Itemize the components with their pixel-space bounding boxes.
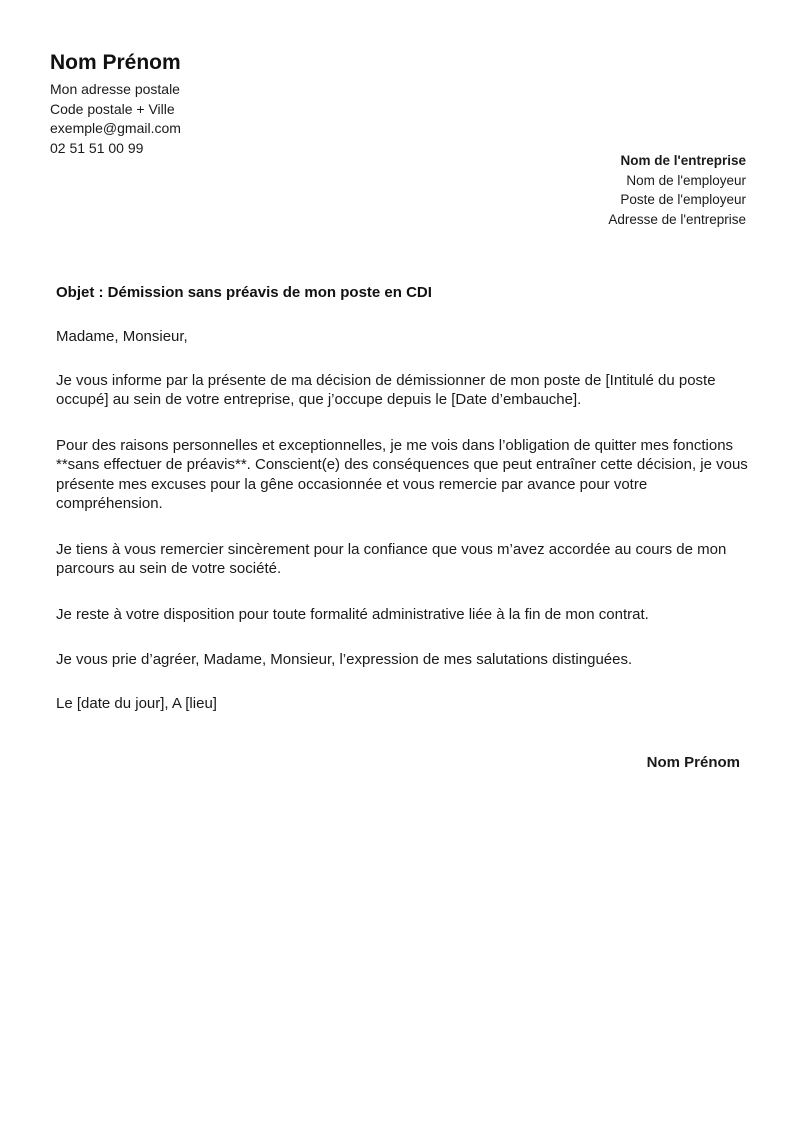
sender-city: Code postale + Ville — [50, 100, 175, 117]
letter-date-place: Le [date du jour], A [lieu] — [56, 694, 217, 712]
recipient-employer-name: Nom de l'employeur — [626, 172, 746, 188]
letter-closing: Je vous prie d’agréer, Madame, Monsieur, l’expression de mes salutations distinguées. — [56, 651, 633, 668]
sender-name: Nom Prénom — [50, 51, 181, 74]
sender-email: exemple@gmail.com — [50, 120, 181, 136]
sender-address: Mon adresse postale — [50, 81, 180, 97]
letter-salutation: Madame, Monsieur, — [56, 328, 188, 345]
recipient-company: Nom de l'entreprise — [620, 153, 746, 168]
recipient-block — [608, 151, 746, 229]
letter-paragraph-2: Pour des raisons personnelles et exceptionnelles, je me vois dans l’obligation de quitter mes fonctions **sans effectuer de préavis**. Conscient(e) des conséquences que peut entraîner cette décision, je vous présente mes excuses pour la gêne occasionnée et vous remercie par avance pour votre compréhension. — [56, 436, 748, 512]
letter-signature: Nom Prénom — [646, 754, 740, 771]
sender-block — [50, 50, 181, 158]
sender-phone: 02 51 51 00 99 — [50, 139, 144, 156]
recipient-employer-position: Poste de l'employeur — [620, 192, 746, 207]
letter-paragraph-3: Je tiens à vous remercier sincèrement pour la confiance que vous m’avez accordée au cours de mon parcours au sein de votre société. — [56, 540, 727, 577]
letter-paragraph-4: Je reste à votre disposition pour toute formalité administrative liée à la fin de mon contrat. — [56, 605, 649, 623]
letter-body — [56, 283, 748, 788]
letter-paragraph-1: Je vous informe par la présente de ma décision de démissionner de mon poste de [Intitulé du poste occupé] au sein de votre entreprise, que j’occupe depuis le [Date d’embauche]. — [56, 371, 716, 408]
recipient-company-address: Adresse de l'entreprise — [608, 211, 746, 227]
letter-subject: Objet : Démission sans préavis de mon poste en CDI — [56, 284, 432, 301]
